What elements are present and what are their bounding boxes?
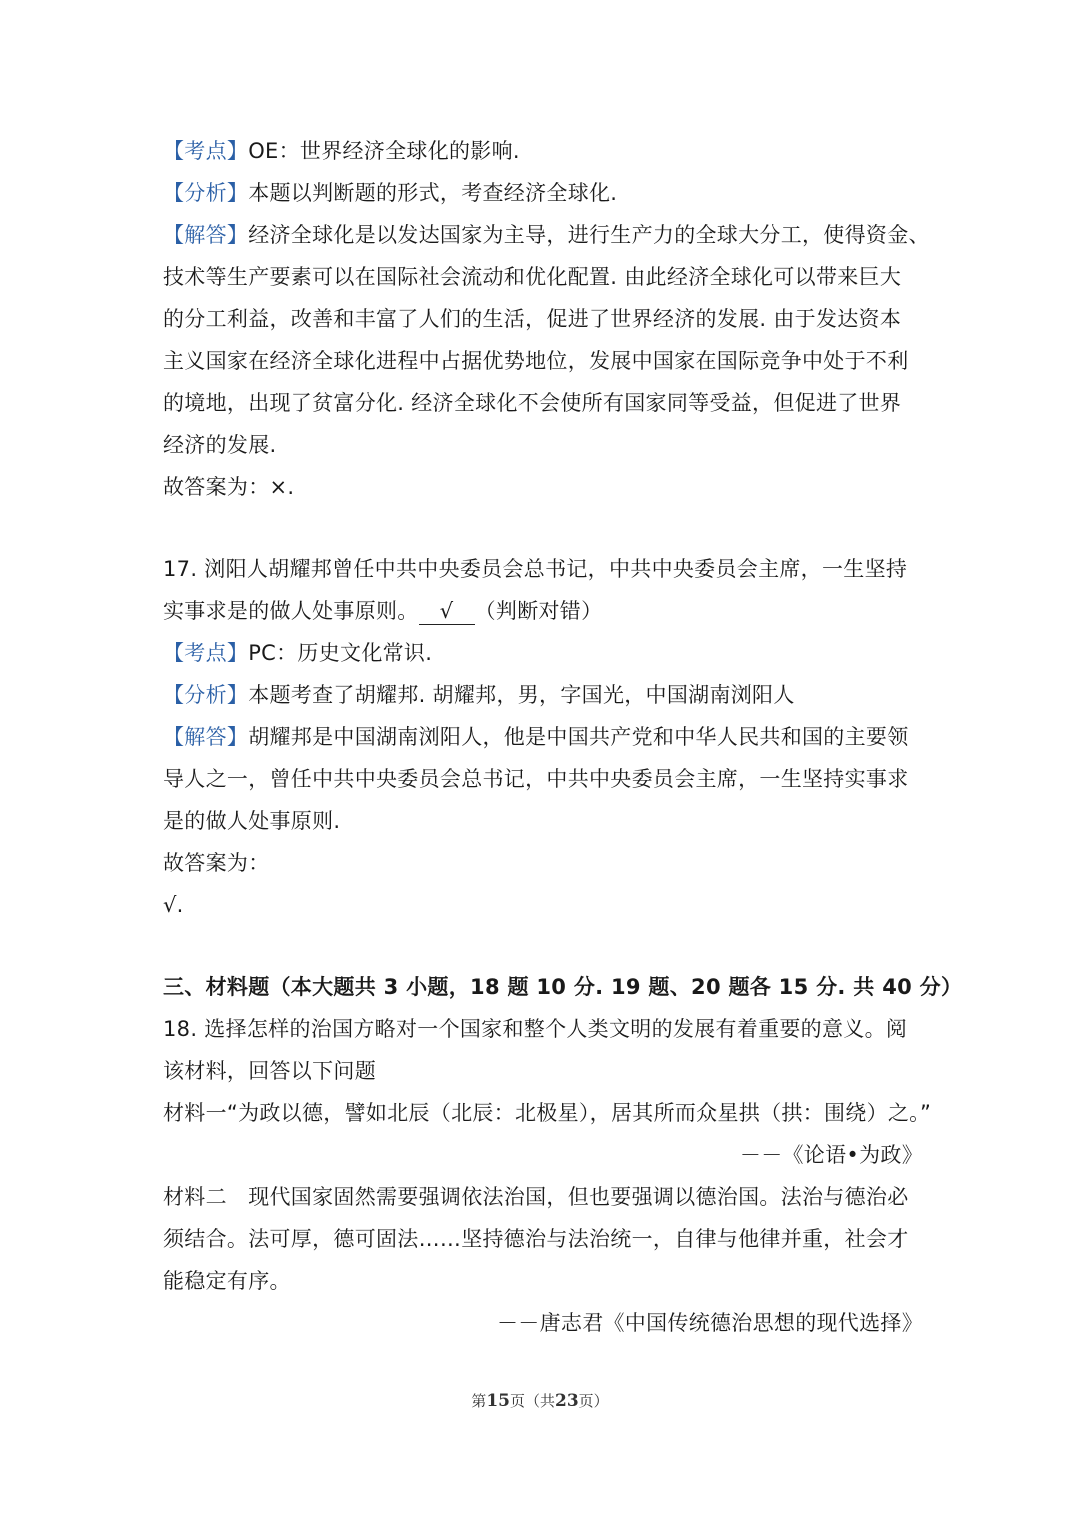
answer-blank: √ <box>419 598 475 625</box>
material-two-line: 材料二 现代国家固然需要强调依法治国，但也要强调以德治国。法治与德治必 <box>163 1185 909 1209</box>
q17-jieda-line <box>163 716 923 758</box>
material-one-source: －－《论语•为政》 <box>739 1143 923 1167</box>
q17-stem-text: 实事求是的做人处事原则。 <box>163 599 419 623</box>
material-two-line: 须结合。法可厚，德可固法……坚持德治与法治统一，自律与他律并重，社会才 <box>163 1227 909 1251</box>
q17-fenxi <box>163 674 923 716</box>
kaodian-tag: 【考点】 <box>163 641 249 665</box>
q16-jieda-line: 的境地，出现了贫富分化. 经济全球化不会使所有国家同等受益，但促进了世界 <box>163 391 902 415</box>
jieda-text: 胡耀邦是中国湖南浏阳人，他是中国共产党和中华人民共和国的主要领 <box>248 725 909 749</box>
q16-jieda-line: 的分工利益，改善和丰富了人们的生活，促进了世界经济的发展. 由于发达资本 <box>163 307 902 331</box>
q17-stem-suffix: （判断对错） <box>474 599 603 623</box>
q18-stem-line: 18. 选择怎样的治国方略对一个国家和整个人类文明的发展有着重要的意义。阅 <box>163 1017 908 1041</box>
q18-stem-line: 该材料，回答以下问题 <box>163 1059 376 1083</box>
kaodian-text: OE：世界经济全球化的影响. <box>248 139 520 163</box>
page-footer <box>0 1390 1080 1411</box>
kaodian-tag: 【考点】 <box>163 139 249 163</box>
q16-jieda-line <box>163 214 930 256</box>
jieda-text: 经济全球化是以发达国家为主导，进行生产力的全球大分工，使得资金、 <box>248 223 930 247</box>
spacer <box>163 926 923 966</box>
q17-stem-line: 17. 浏阳人胡耀邦曾任中共中央委员会总书记，中共中央委员会主席，一生坚持 <box>163 557 908 581</box>
total-pages: 23 <box>555 1391 579 1411</box>
q17-answer-label: 故答案为： <box>163 851 270 875</box>
q16-answer: 故答案为：×. <box>163 475 295 499</box>
footer-mid: 页（共 <box>509 1392 555 1410</box>
fenxi-tag: 【分析】 <box>163 181 249 205</box>
q17-kaodian <box>163 632 923 674</box>
material-two-source: －－唐志君《中国传统德治思想的现代选择》 <box>497 1311 923 1335</box>
q17-jieda-line: 是的做人处事原则. <box>163 809 341 833</box>
fenxi-tag: 【分析】 <box>163 683 249 707</box>
fenxi-text: 本题以判断题的形式，考查经济全球化. <box>248 181 618 205</box>
q17-stem-line <box>163 590 923 632</box>
spacer <box>163 508 923 548</box>
fenxi-text: 本题考查了胡耀邦. 胡耀邦，男，字国光，中国湖南浏阳人 <box>248 683 795 707</box>
q16-jieda-line: 经济的发展. <box>163 433 277 457</box>
q16-jieda-line: 技术等生产要素可以在国际社会流动和优化配置. 由此经济全球化可以带来巨大 <box>163 265 902 289</box>
jieda-tag: 【解答】 <box>163 725 249 749</box>
material-one: 材料一“为政以德，譬如北辰（北辰：北极星），居其所而众星拱（拱：围绕）之。” <box>163 1101 932 1125</box>
page-number: 15 <box>486 1391 510 1411</box>
kaodian-text: PC：历史文化常识. <box>248 641 433 665</box>
q16-jieda-line: 主义国家在经济全球化进程中占据优势地位，发展中国家在国际竞争中处于不利 <box>163 349 909 373</box>
q16-kaodian <box>163 130 923 172</box>
q16-fenxi <box>163 172 923 214</box>
q17-answer-value: √. <box>163 893 184 917</box>
q17-jieda-line: 导人之一，曾任中共中央委员会总书记，中共中央委员会主席，一生坚持实事求 <box>163 767 909 791</box>
footer-suffix: 页） <box>578 1392 609 1410</box>
material-two-line: 能稳定有序。 <box>163 1269 291 1293</box>
document-body <box>163 130 963 1344</box>
section-heading: 三、材料题（本大题共 3 小题，18 题 10 分. 19 题、20 题各 15 分. 共 40 分） <box>163 975 963 999</box>
footer-prefix: 第 <box>471 1392 487 1410</box>
jieda-tag: 【解答】 <box>163 223 249 247</box>
